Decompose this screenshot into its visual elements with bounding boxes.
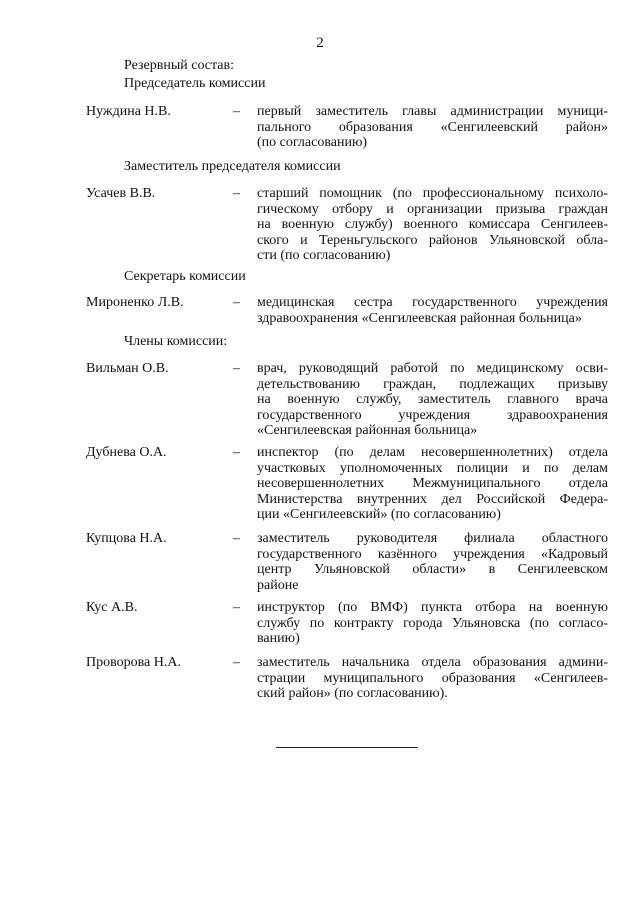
secretary-heading: Секретарь комиссии (124, 269, 246, 284)
member-description (257, 445, 608, 523)
dash-separator: – (233, 295, 240, 310)
description-line: инспектор (по делам несовершеннолетних) отдела (257, 445, 608, 460)
member-name: Усачев В.В. (86, 186, 156, 201)
description-line: ции «Сенгилеевский» (по согласованию) (257, 507, 501, 522)
description-line: заместитель руководителя филиала областного (257, 531, 608, 546)
member-description (257, 600, 608, 647)
description-line: врач, руководящий работой по медицинскому осви- (257, 361, 608, 376)
dash-separator: – (233, 600, 240, 615)
chair-heading: Председатель комиссии (124, 76, 266, 91)
reserve-title: Резервный состав: (124, 58, 235, 73)
member-name: Нуждина Н.В. (86, 104, 171, 119)
member-description (257, 104, 608, 151)
description-line: сти (по согласованию) (257, 248, 391, 263)
member-name: Кус А.В. (86, 600, 138, 615)
description-line: службу по контракту города Ульяновска (по согласо- (257, 615, 608, 631)
description-line: заместитель начальника отдела образования админи- (257, 655, 608, 670)
description-line: первый заместитель главы администрации муници- (257, 104, 608, 119)
dash-separator: – (233, 531, 240, 546)
description-line: старший помощник (по профессиональному психоло- (257, 186, 608, 201)
member-description (257, 531, 608, 593)
description-line: на военную службу, заместитель главного врача (257, 392, 608, 407)
description-line: инструктор (по ВМФ) пункта отбора на военную (257, 600, 608, 615)
end-rule (276, 747, 418, 748)
member-name: Купцова Н.А. (86, 531, 167, 546)
description-line: (по согласованию) (257, 135, 368, 150)
description-line: ского и Тереньгульского районов Ульяновской обла- (257, 232, 608, 248)
member-name: Проворова Н.А. (86, 655, 181, 670)
description-line: детельствованию граждан, подлежащих призыву (257, 376, 608, 392)
description-line: медицинская сестра государственного учреждения (257, 295, 608, 310)
description-line: государственного учреждения здравоохранения (257, 407, 608, 423)
description-line: ванию) (257, 631, 300, 646)
vice-chair-heading: Заместитель председателя комиссии (124, 159, 341, 174)
description-line: гическому отбору и организации призыва граждан (257, 201, 608, 217)
dash-separator: – (233, 655, 240, 670)
member-name: Вильман О.В. (86, 361, 169, 376)
member-description (257, 655, 608, 702)
member-description (257, 295, 608, 326)
description-line: страции муниципального образования «Сенгилеев- (257, 670, 608, 686)
page-number: 2 (316, 35, 324, 51)
description-line: ский район» (по согласованию). (257, 686, 448, 701)
description-line: центр Ульяновской области» в Сенгилеевском (257, 562, 608, 577)
description-line: несовершеннолетних Межмуниципального отдела (257, 476, 608, 491)
member-name: Мироненко Л.В. (86, 295, 184, 310)
member-name: Дубнева О.А. (86, 445, 167, 460)
description-line: Министерства внутренних дел Российской Федера- (257, 491, 608, 507)
dash-separator: – (233, 445, 240, 460)
members-heading: Члены комиссии: (124, 334, 228, 349)
description-line: районе (257, 577, 299, 593)
member-description (257, 186, 608, 264)
member-description (257, 361, 608, 439)
dash-separator: – (233, 186, 240, 201)
dash-separator: – (233, 361, 240, 376)
description-line: здравоохранения «Сенгилеевская районная больница» (257, 310, 582, 326)
description-line: пального образования «Сенгилеевский район» (257, 119, 608, 135)
dash-separator: – (233, 104, 240, 119)
description-line: государственного казённого учреждения «Кадровый (257, 546, 608, 562)
description-line: участковых уполномоченных полиции и по делам (257, 460, 608, 476)
description-line: «Сенгилеевская районная больница» (257, 423, 478, 438)
description-line: на военную службу) военного комиссара Сенгилеев- (257, 217, 608, 232)
